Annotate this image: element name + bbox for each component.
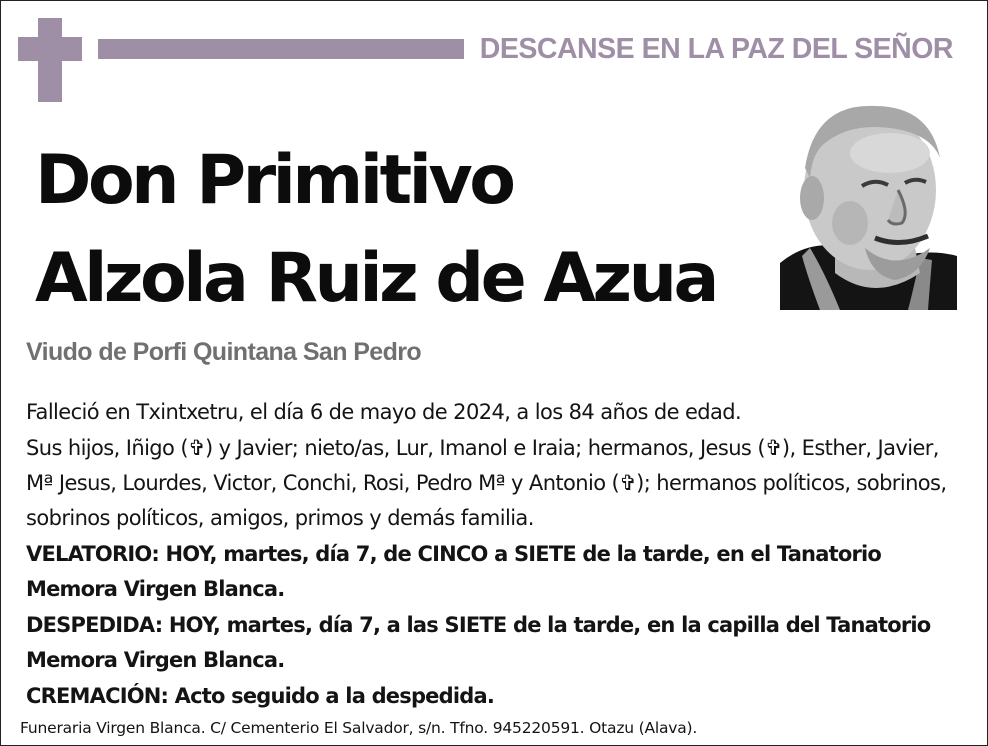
cross-icon-horizontal	[18, 37, 82, 61]
portrait-illustration	[780, 98, 957, 310]
deceased-name	[35, 132, 716, 328]
family-list: Sus hijos, Iñigo (✞) y Javier; nieto/as, Lur, Imanol e Iraia; hermanos, Jesus (✞), Esther, Javier, Mª Jesus, Lourdes, Victor, Conchi, Rosi, Pedro Mª y Antonio (✞); hermanos políticos, sobrinos, sobrinos políticos, amigos, primos y demás familia.	[26, 436, 947, 530]
cremacion-info: CREMACIÓN: Acto seguido a la despedida.	[26, 684, 495, 708]
deceased-name-line2: Alzola Ruiz de Azua	[35, 239, 716, 318]
funeral-home-footer: Funeraria Virgen Blanca. C/ Cementerio El Salvador, s/n. Tfno. 945220591. Otazu (Alava).	[20, 719, 698, 737]
header-rule	[98, 39, 464, 59]
notice-body	[26, 395, 971, 715]
deceased-name-line1: Don Primitivo	[35, 141, 513, 220]
velatorio-info: VELATORIO: HOY, martes, día 7, de CINCO a SIETE de la tarde, en el Tanatorio Memora Virgen Blanca.	[26, 542, 882, 601]
header-motto: DESCANSE EN LA PAZ DEL SEÑOR	[479, 33, 953, 65]
widower-of: Viudo de Porfi Quintana San Pedro	[26, 338, 422, 366]
deceased-portrait-photo	[780, 98, 957, 310]
death-notice: Falleció en Txintxetru, el día 6 de mayo de 2024, a los 84 años de edad.	[26, 400, 742, 424]
despedida-info: DESPEDIDA: HOY, martes, día 7, a las SIETE de la tarde, en la capilla del Tanatorio Memora Virgen Blanca.	[26, 613, 931, 672]
